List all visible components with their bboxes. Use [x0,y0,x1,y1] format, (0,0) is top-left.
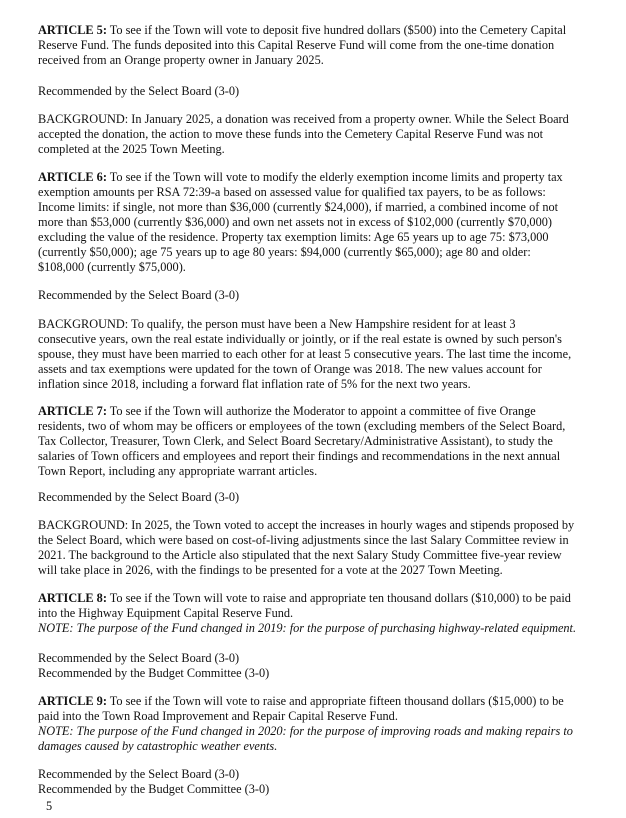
article-9-text [38,694,598,754]
article-8-label: ARTICLE 8: [38,591,107,605]
article-7-recommendation [38,490,598,505]
article-7-line: Tax Collector, Treasurer, Town Clerk, and Select Board Secretary/Administrative Assistant), to study the [38,434,553,448]
article-9-note: NOTE: The purpose of the Fund changed in 2020: for the purpose of improving roads and making repairs to [38,724,573,738]
article-8-note: NOTE: The purpose of the Fund changed in 2019: for the purpose of purchasing highway-related equipment. [38,621,577,635]
article-7-text [38,404,598,479]
article-8-line: into the Highway Equipment Capital Reserve Fund. [38,606,294,620]
article-7-label: ARTICLE 7: [38,404,107,418]
article-6-line: more than $53,000 (currently $36,000) and own net assets not in excess of $102,000 (currently $70,000) [38,215,552,229]
background-line: completed at the 2025 Town Meeting. [38,142,225,156]
article-5-background [38,112,598,157]
background-line: inflation since 2018, including a forward flat inflation rate of 5% for the next two years. [38,377,471,391]
background-line: BACKGROUND: To qualify, the person must have been a New Hampshire resident for at least 3 [38,317,516,331]
article-6-background [38,317,598,392]
recommendation-line: Recommended by the Select Board (3-0) [38,767,240,781]
article-7-line: salaries of Town officers and employees and report their findings and recommendations in the next annual [38,449,561,463]
article-6-line: (currently $50,000); age 75 years up to age 80 years: $94,000 (currently $65,000); age 80 and older: [38,245,531,259]
background-line: accepted the donation, the action to move these funds into the Cemetery Capital Reserve Fund was not [38,127,544,141]
background-line: 2021. The background to the Article also stipulated that the next Salary Study Committee five-year review [38,548,562,562]
background-line: spouse, they must have been married to each other for at least 5 consecutive years. The last time the income, [38,347,572,361]
recommendation-line: Recommended by the Select Board (3-0) [38,490,240,504]
recommendation-line: Recommended by the Select Board (3-0) [38,288,240,302]
article-7-background [38,518,598,578]
recommendation-line: Recommended by the Budget Committee (3-0) [38,782,270,796]
article-9-note: damages caused by catastrophic weather events. [38,739,278,753]
article-7-line: Town Report, including any appropriate warrant articles. [38,464,318,478]
recommendation-line: Recommended by the Select Board (3-0) [38,651,240,665]
background-line: will take place in 2026, with the findings to be presented for a vote at the 2027 Town Meeting. [38,563,503,577]
article-5-text [38,23,598,68]
article-6-line: excluding the value of the residence. Property tax exemption limits: Age 65 years up to age 75: $73,000 [38,230,549,244]
article-8-recommendation [38,651,598,681]
article-6-line: To see if the Town will vote to modify the elderly exemption income limits and property tax [106,170,563,184]
article-5-line: To see if the Town will vote to deposit five hundred dollars ($500) into the Cemetery Capital [106,23,567,37]
article-5-line: received from an Orange property owner in January 2025. [38,53,324,67]
article-9-line: To see if the Town will vote to raise and appropriate fifteen thousand dollars ($15,000) to be [106,694,564,708]
article-6-text [38,170,598,275]
article-8-text [38,591,598,636]
page-number: 5 [46,799,53,813]
background-line: BACKGROUND: In January 2025, a donation was received from a property owner. While the Select Board [38,112,569,126]
article-9-label: ARTICLE 9: [38,694,107,708]
recommendation-line: Recommended by the Budget Committee (3-0) [38,666,270,680]
article-6-recommendation [38,288,598,303]
article-9-recommendation [38,767,598,797]
background-line: the Select Board, which were based on cost-of-living adjustments since the last Salary Committee review in [38,533,569,547]
article-7-line: To see if the Town will authorize the Moderator to appoint a committee of five Orange [106,404,536,418]
article-5-line: Reserve Fund. The funds deposited into this Capital Reserve Fund will come from the one-time donation [38,38,555,52]
article-5-recommendation [38,84,598,99]
article-6-line: exemption amounts per RSA 72:39-a based on assessed value for qualified tax payers, to be as follows: [38,185,546,199]
article-6-line: Income limits: if single, not more than $36,000 (currently $24,000), if married, a combined income of not [38,200,559,214]
background-line: consecutive years, own the real estate individually or jointly, or if the real estate is owned by such person's [38,332,562,346]
article-9-line: paid into the Town Road Improvement and Repair Capital Reserve Fund. [38,709,398,723]
article-6-line: $108,000 (currently $75,000). [38,260,186,274]
recommendation-line: Recommended by the Select Board (3-0) [38,84,240,98]
article-7-line: residents, two of whom may be officers or employees of the town (excluding members of the Select Board, [38,419,566,433]
article-6-label: ARTICLE 6: [38,170,107,184]
background-line: assets and tax exemptions were updated for the town of Orange was 2018. The new values account for [38,362,542,376]
article-5-label: ARTICLE 5: [38,23,107,37]
background-line: BACKGROUND: In 2025, the Town voted to accept the increases in hourly wages and stipends proposed by [38,518,575,532]
article-8-line: To see if the Town will vote to raise and appropriate ten thousand dollars ($10,000) to be paid [106,591,571,605]
